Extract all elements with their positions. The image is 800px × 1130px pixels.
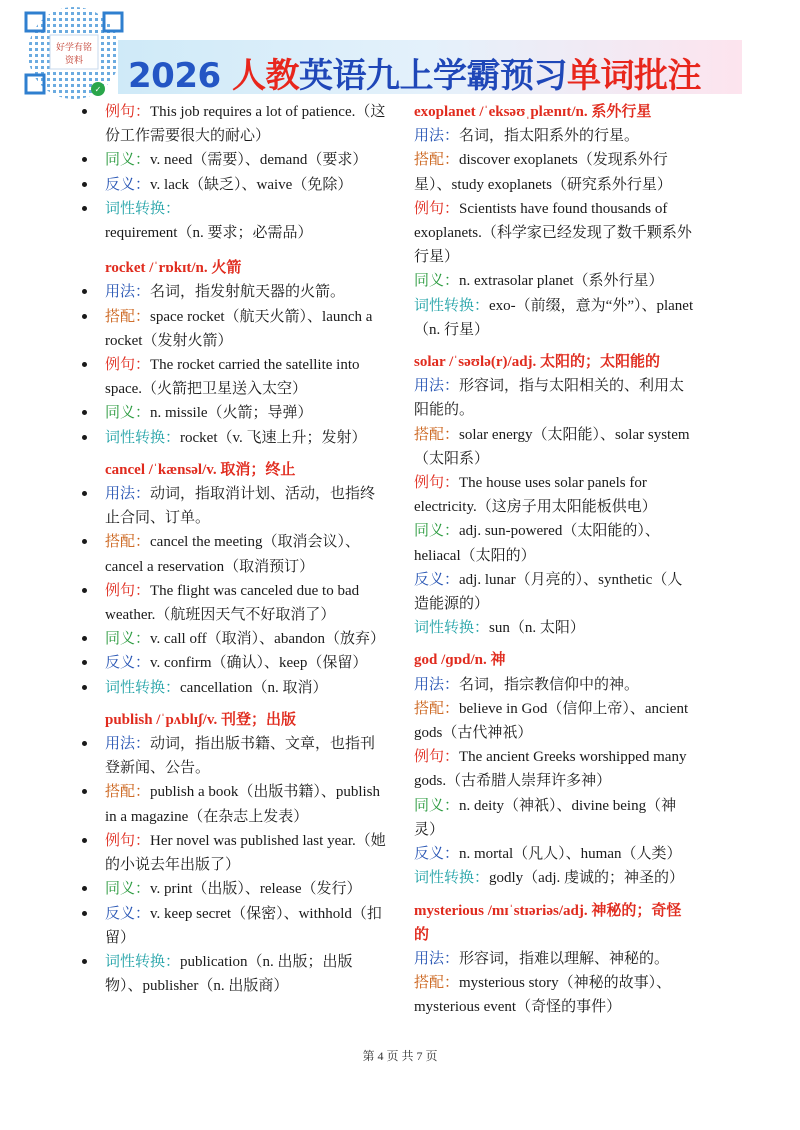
word-heading: mysterious /mɪˈstɪəriəs/adj. 神秘的；奇怪的 xyxy=(414,902,682,943)
antonym-item: 反义：v. keep secret（保密）、withhold（扣留） xyxy=(105,902,387,950)
svg-text:✓: ✓ xyxy=(94,85,102,94)
synonym-item: 同义：n. extrasolar planet（系外行星） xyxy=(414,273,664,290)
example-item: 例句：The house uses solar panels for electricity.（这房子用太阳能板供电） xyxy=(414,475,657,516)
conversion-item: 词性转换：cancellation（n. 取消） xyxy=(105,676,387,700)
synonym-item: 同义：adj. sun-powered（太阳能的）、heliacal（太阳的） xyxy=(414,523,660,564)
example-item: 例句：The flight was canceled due to bad weather.（航班因天气不好取消了） xyxy=(105,579,387,627)
synonym-item: 同义：v. print（出版）、release（发行） xyxy=(105,877,387,901)
word-heading: solar /ˈsəʊlə(r)/adj. 太阳的；太阳能的 xyxy=(414,354,661,371)
conversion-item: 词性转换：godly（adj. 虔诚的；神圣的） xyxy=(414,870,685,887)
entry-cancel xyxy=(105,458,387,700)
collocation-item: 搭配：cancel the meeting（取消会议）、cancel a reservation（取消预订） xyxy=(105,530,387,578)
antonym-item: 反义：v. confirm（确认）、keep（保留） xyxy=(105,651,387,675)
conversion-item: 词性转换：sun（n. 太阳） xyxy=(414,620,585,637)
page-footer: 第 4 页 共 7 页 xyxy=(362,1049,438,1063)
svg-text:资料: 资料 xyxy=(64,56,84,66)
conversion-item: 词性转换：requirement（n. 要求；必需品） xyxy=(105,197,387,245)
antonym-item: 反义：adj. lunar（月亮的）、synthetic（人造能源的） xyxy=(414,571,683,613)
example-item: 例句：This job requires a lot of patience.（这份工作需要很大的耐心） xyxy=(105,100,387,148)
entry-publish xyxy=(105,708,387,998)
logo xyxy=(22,5,126,101)
collocation-item: 搭配：discover exoplanets（发现系外行星）、study exoplanets（研究系外行星） xyxy=(414,152,672,193)
entry-patience xyxy=(105,100,387,245)
collocation-item: 搭配：solar energy（太阳能）、solar system（太阳系） xyxy=(414,426,690,467)
collocation-item: 搭配：space rocket（航天火箭）、launch a rocket（发射火箭） xyxy=(105,305,387,353)
example-item: 例句：Her novel was published last year.（她的小说去年出版了） xyxy=(105,829,387,877)
example-item: 例句：The ancient Greeks worshipped many gods.（古希腊人崇拜许多神） xyxy=(414,749,687,790)
entry-mysterious xyxy=(414,899,696,1020)
example-item: 例句：The rocket carried the satellite into space.（火箭把卫星送入太空） xyxy=(105,353,387,401)
collocation-item: 搭配：believe in God（信仰上帝）、ancient gods（古代神祇） xyxy=(414,700,689,742)
title-publisher: 人教 xyxy=(231,56,299,96)
antonym-item: 反义：v. lack（缺乏）、waive（免除） xyxy=(105,173,387,197)
title-end: 单词批注 xyxy=(566,56,701,96)
usage-item: 用法：名词，指太阳系外的行星。 xyxy=(414,128,640,145)
collocation-item: 搭配：publish a book（出版书籍）、publish in a magazine（在杂志上发表） xyxy=(105,780,387,828)
usage-item: 用法：动词，指出版书籍、文章，也指刊登新闻、公告。 xyxy=(105,732,387,780)
conversion-item: 词性转换：rocket（v. 飞速上升；发射） xyxy=(105,426,387,450)
entry-god xyxy=(414,648,696,890)
word-heading: rocket /ˈrɒkɪt/n. 火箭 xyxy=(105,260,242,277)
word-heading: cancel /ˈkænsəl/v. 取消；终止 xyxy=(105,461,296,478)
conversion-item: 词性转换：publication（n. 出版；出版物）、publisher（n. 出版商） xyxy=(105,950,387,998)
conversion-item: 词性转换：exo-（前缀，意为“外”）、planet（n. 行星） xyxy=(414,297,694,338)
svg-text:好学有铭: 好学有铭 xyxy=(55,43,93,53)
synonym-item: 同义：n. missile（火箭；导弹） xyxy=(105,401,387,425)
usage-item: 用法：形容词，指难以理解、神秘的。 xyxy=(414,950,670,967)
entry-rocket xyxy=(105,256,387,450)
synonym-item: 同义：v. call off（取消）、abandon（放弃） xyxy=(105,627,387,651)
entry-exoplanet xyxy=(414,100,696,342)
usage-item: 用法：形容词，指与太阳相关的、利用太阳能的。 xyxy=(414,378,685,419)
word-heading: exoplanet /ˈeksəʊˌplænɪt/n. 系外行星 xyxy=(414,104,652,120)
word-heading: god /ɡɒd/n. 神 xyxy=(414,652,506,669)
right-column xyxy=(414,100,696,1020)
collocation-item: 搭配：mysterious story（神秘的故事）、mysterious event（奇怪的事件） xyxy=(414,975,672,1016)
entry-solar xyxy=(414,350,696,640)
page-title xyxy=(128,48,701,97)
left-column xyxy=(105,100,387,998)
title-year: 2026 xyxy=(128,56,221,96)
usage-item: 用法：名词，指宗教信仰中的神。 xyxy=(414,676,640,693)
example-item: 例句：Scientists have found thousands of exoplanets.（科学家已经发现了数千颗系外行星） xyxy=(414,200,692,266)
usage-item: 用法：名词，指发射航天器的火箭。 xyxy=(105,280,387,304)
synonym-item: 同义：n. deity（神祇）、divine being（神灵） xyxy=(414,797,677,838)
word-heading: publish /ˈpʌblɪʃ/v. 刊登；出版 xyxy=(105,711,296,728)
synonym-item: 同义：v. need（需要）、demand（要求） xyxy=(105,148,387,172)
usage-item: 用法：动词，指取消计划、活动，也指终止合同、订单。 xyxy=(105,482,387,530)
antonym-item: 反义：n. mortal（凡人）、human（人类） xyxy=(414,846,682,863)
title-middle: 英语九上学霸预习 xyxy=(298,56,567,96)
